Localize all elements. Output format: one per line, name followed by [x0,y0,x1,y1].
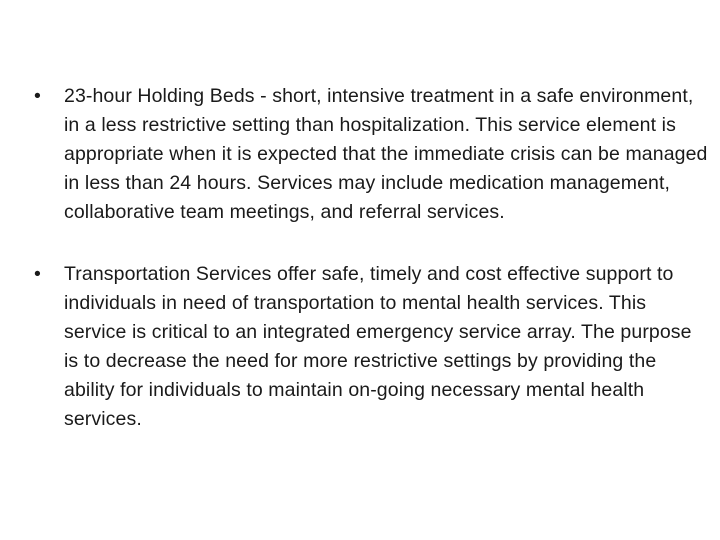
bullet-list [34,82,710,434]
bullet-item-holding-beds [34,82,710,227]
bullet-text: Transportation Services offer safe, timely and cost effective support to individuals in need of transportation to mental health services. This service is critical to an integrated emergency service array. The purpose is to decrease the need for more restrictive settings by providing the ability for individuals to maintain on-going necessary mental health services. [64,263,692,430]
bullet-icon: • [34,263,41,285]
bullet-item-transportation-services [34,260,710,434]
bullet-text: 23-hour Holding Beds - short, intensive treatment in a safe environment, in a less restrictive setting than hospitalization. This service element is appropriate when it is expected that the immediate crisis can be managed in less than 24 hours. Services may include medication management, collaborative team meetings, and referral services. [64,85,708,223]
bullet-icon: • [34,85,41,107]
